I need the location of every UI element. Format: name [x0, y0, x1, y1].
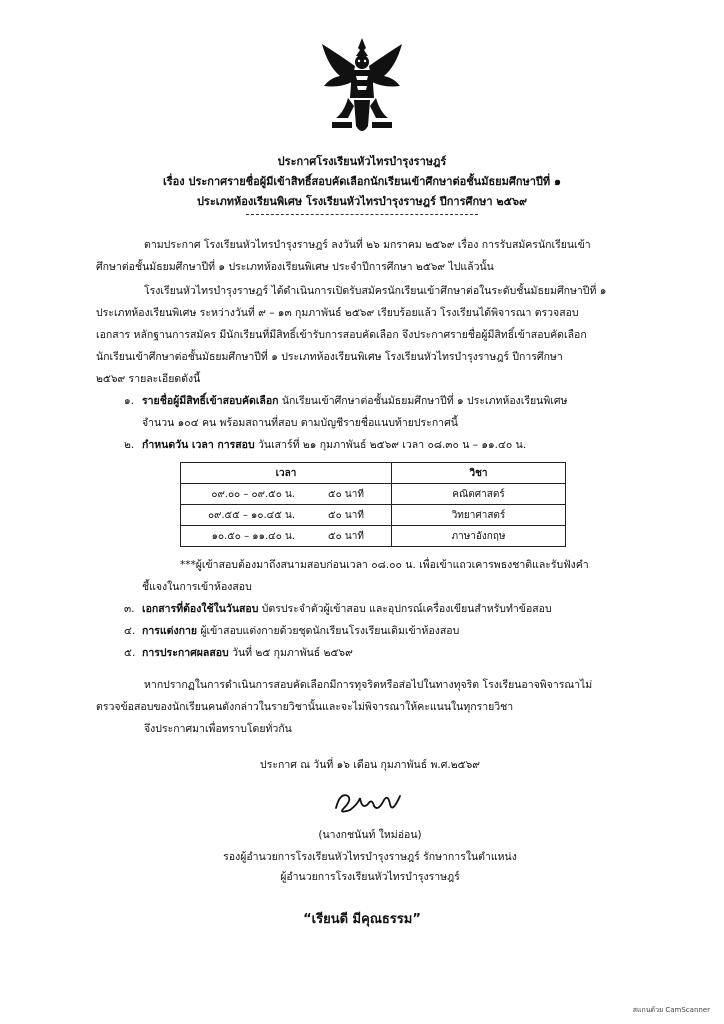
table-row: [181, 505, 566, 526]
row-subject: วิทยาศาสตร์: [392, 505, 566, 526]
list-item-2: [124, 434, 652, 456]
item-text-cont: จำนวน ๑๐๔ คน พร้อมสถานที่สอบ ตามบัญชีรายชื่อแนบท้ายประกาศนี้: [142, 417, 458, 429]
item-text: วันที่ ๒๕ กุมภาพันธ์ ๒๕๖๙: [228, 647, 353, 659]
row-duration: ๕๐ นาที: [301, 526, 392, 547]
closing-line: จึงประกาศมาเพื่อทราบโดยทั่วกัน: [144, 723, 292, 735]
item-number: ๓.: [124, 603, 135, 615]
paragraph-line: ศึกษาต่อชั้นมัธยมศึกษาปีที่ ๑ ประเภทห้องเรียนพิเศษ ประจำปีการศึกษา ๒๕๖๙ ไปแล้วนั้น: [96, 261, 494, 273]
closing-line: หากปรากฏในการดำเนินการสอบคัดเลือกมีการทุจริตหรือส่อไปในทางทุจริต โรงเรียนอาจพิจารณาไม่: [144, 679, 593, 691]
item-heading: การประกาศผลสอบ: [142, 647, 229, 659]
item-heading: รายชื่อผู้มีสิทธิ์เข้าสอบคัดเลือก: [142, 395, 279, 407]
list-item-1: [124, 390, 652, 434]
row-subject: ภาษาอังกฤษ: [392, 526, 566, 547]
paragraph-line: นักเรียนเข้าศึกษาต่อชั้นมัธยมศึกษาปีที่ ๑ ประเภทห้องเรียนพิเศษ โรงเรียนหัวไทรบำรุงราษฎร์ ปีการศึกษา: [96, 351, 563, 363]
signer-position-cont: ผู้อำนวยการโรงเรียนหัวไทรบำรุงราษฎร์: [280, 871, 460, 883]
paragraph-line: เอกสาร หลักฐานการสมัคร มีนักเรียนที่มีสิทธิ์เข้ารับการสอบคัดเลือก จึงประกาศรายชื่อผู้มีสิทธิ์เข้าสอบคัดเลือก: [96, 329, 587, 341]
list-item-5: [124, 642, 652, 664]
item-number: ๒.: [124, 439, 135, 451]
school-motto: “เรียนดี มีคุณธรรม”: [303, 912, 421, 927]
list-item-4: [124, 620, 652, 642]
row-time: ๐๙.๕๕ – ๑๐.๔๕ น.: [181, 505, 302, 526]
item-heading: การแต่งกาย: [142, 625, 198, 637]
table-row: [181, 526, 566, 547]
item-heading: เอกสารที่ต้องใช้ในวันสอบ: [142, 603, 259, 615]
item-text: บัตรประจำตัวผู้เข้าสอบ และอุปกรณ์เครื่องเขียนสำหรับทำข้อสอบ: [258, 603, 552, 615]
item-number: ๑.: [124, 395, 135, 407]
paragraph-1: [96, 234, 648, 278]
garuda-emblem: [318, 36, 406, 140]
paragraph-2: [96, 280, 648, 390]
announcement-subject: เรื่อง ประกาศรายชื่อผู้มีเข้าสิทธิ์สอบคัดเลือกนักเรียนเข้าศึกษาต่อชั้นมัธยมศึกษาปีที่ ๑: [163, 175, 561, 188]
row-subject: คณิตศาสตร์: [392, 484, 566, 505]
item-heading: กำหนดวัน เวลา การสอบ: [142, 439, 255, 451]
note-line: ***ผู้เข้าสอบต้องมาถึงสนามสอบก่อนเวลา ๐๘.๐๐ น. เพื่อเข้าแถวเคารพธงชาติและรับฟังคำ: [180, 559, 589, 571]
row-time: ๐๙.๐๐ – ๐๙.๕๐ น.: [181, 484, 302, 505]
table-row: [181, 484, 566, 505]
paragraph-line: ประเภทห้องเรียนพิเศษ ระหว่างวันที่ ๙ – ๑๓ กุมภาพันธ์ ๒๕๖๙ เรียบร้อยแล้ว โรงเรียนได้พิจารณา ตรวจสอบ: [96, 307, 579, 319]
row-time: ๑๐.๕๐ – ๑๑.๔๐ น.: [181, 526, 302, 547]
header-time: เวลา: [181, 463, 392, 484]
handwritten-signature: [330, 786, 410, 820]
paragraph-line: ๒๕๖๙ รายละเอียดดังนี้: [96, 373, 201, 385]
announcement-title: ประกาศโรงเรียนหัวไทรบำรุงราษฎร์: [277, 155, 447, 168]
item-text: ผู้เข้าสอบแต่งกายด้วยชุดนักเรียนโรงเรียนเดิมเข้าห้องสอบ: [197, 625, 460, 637]
scanner-watermark: สแกนด้วย CamScanner: [632, 1006, 710, 1014]
row-duration: ๕๐ นาที: [301, 484, 392, 505]
table-header-row: [181, 463, 566, 484]
item-number: ๕.: [124, 647, 136, 659]
paragraph-line: โรงเรียนหัวไทรบำรุงราษฎร์ ได้ดำเนินการเปิดรับสมัครนักเรียนเข้าศึกษาต่อในระดับชั้นมัธยมศึกษาปีที่ ๑: [144, 285, 607, 297]
signer-name: (นางกชนันท์ ใหม่อ่อน): [318, 829, 422, 841]
list-item-3: [124, 598, 652, 620]
announcement-subject-cont: ประเภทห้องเรียนพิเศษ โรงเรียนหัวไทรบำรุงราษฎร์ ปีการศึกษา ๒๕๖๙: [196, 195, 528, 208]
signer-position: รองผู้อำนวยการโรงเรียนหัวไทรบำรุงราษฎร์ รักษาการในตำแหน่ง: [223, 851, 517, 863]
paragraph-line: ตามประกาศ โรงเรียนหัวไทรบำรุงราษฎร์ ลงวันที่ ๒๖ มกราคม ๒๕๖๙ เรื่อง การรับสมัครนักเรียนเข้า: [144, 239, 591, 251]
exam-note: [142, 554, 652, 598]
title-divider: [246, 214, 478, 215]
header-subject: วิชา: [392, 463, 566, 484]
row-duration: ๕๐ นาที: [301, 505, 392, 526]
exam-schedule-table: [180, 462, 566, 547]
item-number: ๔.: [124, 625, 136, 637]
note-line: ชี้แจงในการเข้าห้องสอบ: [142, 581, 252, 593]
item-text: วันเสาร์ที่ ๒๑ กุมภาพันธ์ ๒๕๖๙ เวลา ๐๘.๓๐ น – ๑๑.๔๐ น.: [254, 439, 527, 451]
item-text: นักเรียนเข้าศึกษาต่อชั้นมัธยมศึกษาปีที่ ๑ ประเภทห้องเรียนพิเศษ: [278, 395, 568, 407]
closing-line: ตรวจข้อสอบของนักเรียนคนดังกล่าวในรายวิชานั้นและจะไม่พิจารณาให้คะแนนในทุกรายวิชา: [96, 701, 514, 713]
announcement-date: ประกาศ ณ วันที่ ๑๖ เดือน กุมภาพันธ์ พ.ศ.๒๕๖๙: [260, 759, 480, 771]
closing-paragraph: [96, 674, 648, 740]
